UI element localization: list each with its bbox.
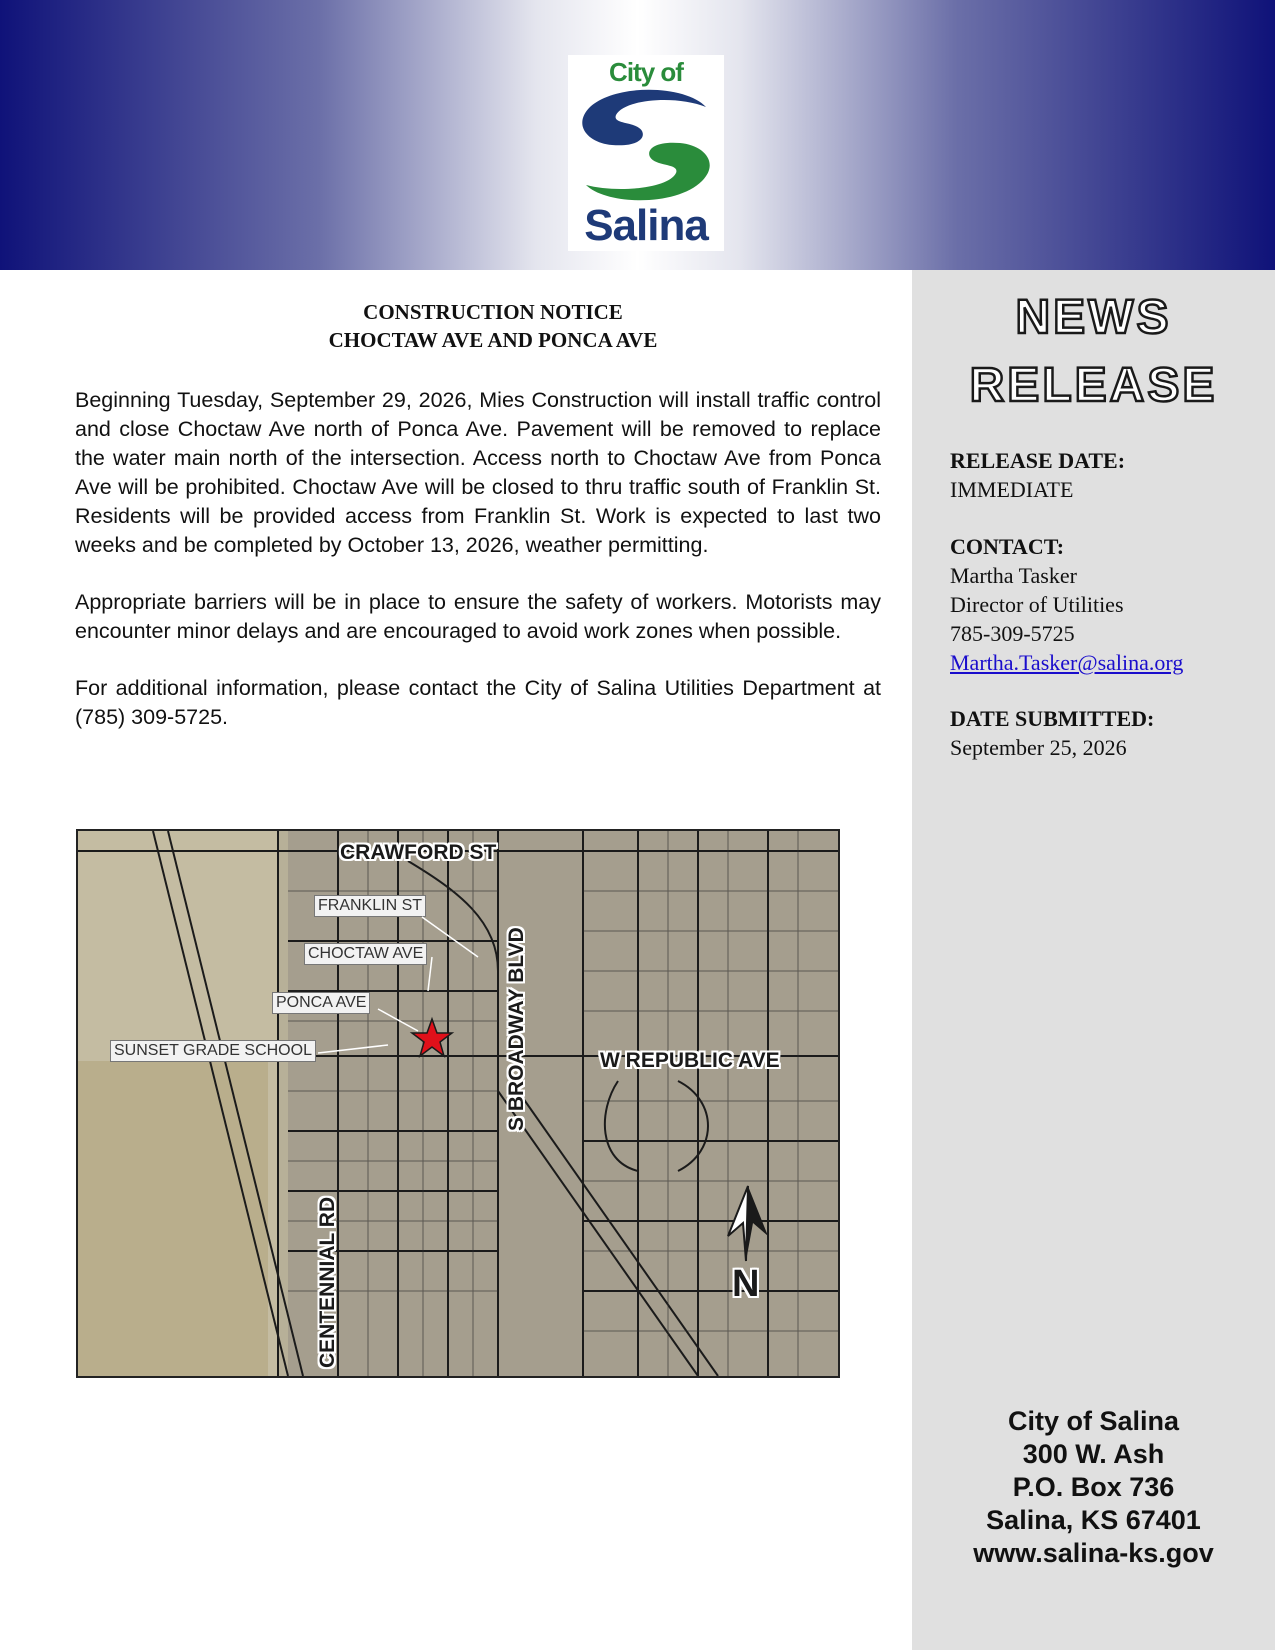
- notice-title-line2: CHOCTAW AVE AND PONCA AVE: [328, 328, 658, 352]
- release-heading: RELEASE: [969, 359, 1218, 412]
- notice-title-line1: CONSTRUCTION NOTICE: [363, 300, 623, 324]
- star-icon: [412, 1019, 452, 1056]
- contact-block: [950, 532, 1183, 677]
- news-release-sidebar: [912, 270, 1275, 1650]
- address-line: Salina, KS 67401: [986, 1505, 1201, 1535]
- notice-paragraph: For additional information, please contact the City of Salina Utilities Department at (785) 309-5725.: [75, 676, 881, 729]
- notice-header: [75, 298, 881, 354]
- website-link[interactable]: www.salina-ks.gov: [973, 1538, 1214, 1568]
- road-label-crawford: CRAWFORD ST: [340, 841, 497, 864]
- salina-swoosh-icon: [576, 85, 716, 203]
- contact-title: Director of Utilities: [950, 592, 1124, 617]
- north-arrow-icon: [728, 1186, 768, 1261]
- contact-label: CONTACT:: [950, 534, 1065, 559]
- road-label-republic: W REPUBLIC AVE: [600, 1049, 780, 1072]
- callout-franklin-st: FRANKLIN ST: [314, 895, 426, 917]
- release-date-block: [950, 446, 1125, 504]
- address-line: 300 W. Ash: [1022, 1439, 1165, 1469]
- date-submitted-block: [950, 704, 1154, 762]
- date-submitted-value: September 25, 2026: [950, 735, 1127, 760]
- release-date-label: RELEASE DATE:: [950, 448, 1126, 473]
- callout-ponca-ave: PONCA AVE: [272, 992, 370, 1014]
- road-label-centennial: CENTENNIAL RD: [316, 1196, 339, 1368]
- notice-paragraph: Appropriate barriers will be in place to ensure the safety of workers. Motorists may encounter minor delays and are encouraged to avoid work zones when possible.: [75, 590, 881, 643]
- map-overlay: [78, 831, 838, 1376]
- city-logo: [568, 55, 724, 251]
- news-heading: NEWS: [1015, 291, 1172, 344]
- logo-salina-text: Salina: [584, 201, 708, 250]
- notice-body: [75, 386, 881, 760]
- contact-email-link[interactable]: Martha.Tasker@salina.org: [950, 650, 1184, 675]
- logo-city-of-text: City of: [609, 57, 683, 87]
- address-line: City of Salina: [1007, 1406, 1180, 1436]
- notice-paragraph: Beginning Tuesday, September 29, 2026, Mies Construction will install traffic control and close Choctaw Ave north of Ponca Ave. Pavement will be removed to replace the water main north of the intersection. Access north to Choctaw Ave from Ponca Ave will be prohibited. Choctaw Ave will be closed to thru traffic south of Franklin St. Residents will be provided access from Franklin St. Work is expected to last two weeks and be completed by October 13, 2026, weather permitting.: [75, 388, 881, 557]
- construction-map: [76, 829, 840, 1378]
- contact-name: Martha Tasker: [950, 563, 1077, 588]
- date-submitted-label: DATE SUBMITTED:: [950, 706, 1155, 731]
- road-label-broadway: S BROADWAY BLVD: [505, 927, 528, 1131]
- city-address: [912, 1405, 1275, 1570]
- north-arrow-label: N: [732, 1263, 760, 1305]
- contact-phone: 785-309-5725: [950, 621, 1075, 646]
- release-date-value: IMMEDIATE: [950, 477, 1074, 502]
- callout-sunset-grade-school: SUNSET GRADE SCHOOL: [110, 1040, 316, 1062]
- address-line: P.O. Box 736: [1012, 1472, 1175, 1502]
- callout-choctaw-ave: CHOCTAW AVE: [304, 943, 427, 965]
